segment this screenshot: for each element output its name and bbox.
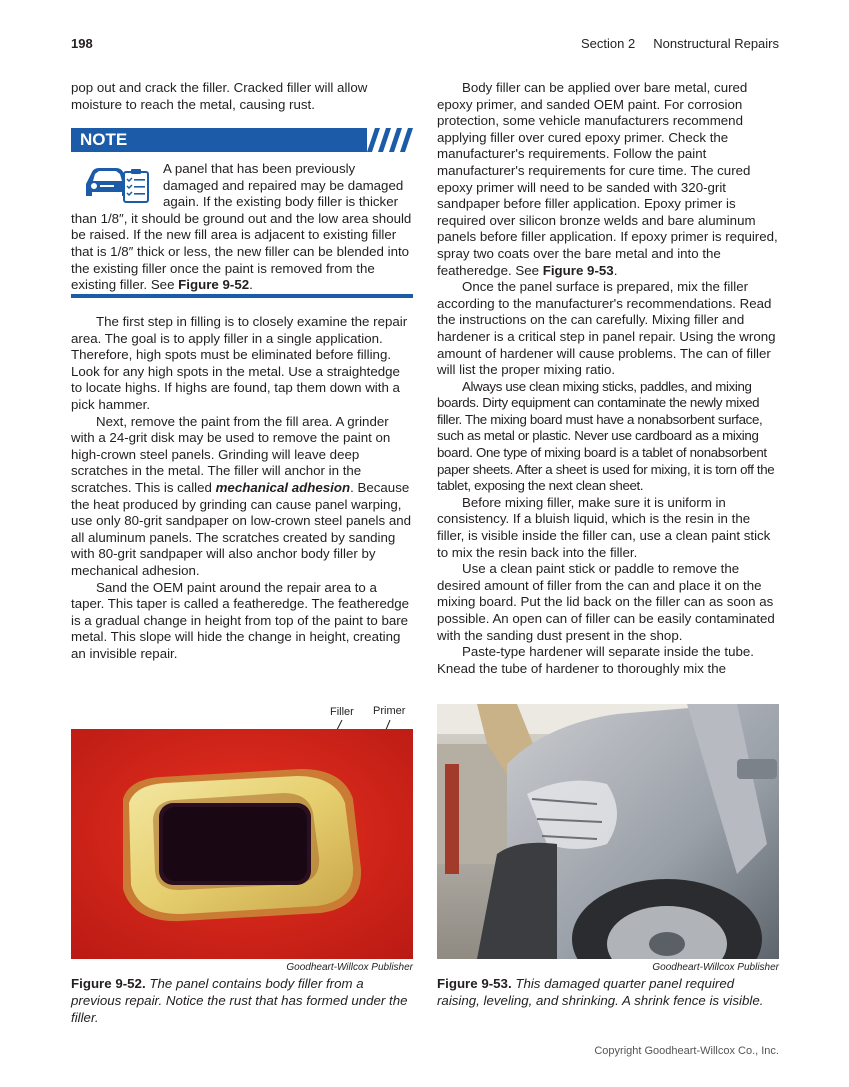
paragraph: Before mixing filler, make sure it is uniform in consistency. If a bluish liquid, which is the resin in the filler, is visible inside the filler can, use a clean paint stick to mix the resin back into the filler. — [437, 494, 771, 560]
note-body: A panel that has been previously damaged and repaired may be damaged again. If the existing body filler is thicker than 1/8″, it should be ground out and the low area should be raised. If the new fill area is adjacent to existing filler that is 1/8″ thick or less, the new filler can be blended into the existing filler once the paint is removed from the existing filler. See Figure 9-52. — [71, 161, 412, 293]
intro-paragraph: pop out and crack the filler. Cracked filler will allow moisture to reach the metal, causing rust. — [71, 80, 368, 112]
key-term: mechanical adhesion — [215, 479, 351, 495]
paragraph: Next, remove the paint from the fill area. A grinder with a 24-grit disk may be used to remove the paint on high-crown steel panels. Grinding will leave deep scratches in the metal. The filler will anchor in the scratches. This is called mechanical adhesion. Because the heat produced by grinding can cause panel warping, use only 80-grit sandpaper on low-crown steel panels and all aluminum panels. The scratches created by sanding with 80-grit sandpaper will also anchor body filler by mechanical adhesion. — [71, 413, 412, 578]
left-body — [71, 314, 413, 662]
figure-credit: Goodheart-Willcox Publisher — [286, 962, 413, 973]
figure-9-52-caption: Figure 9-52. The panel contains body filler from a previous repair. Notice the rust that has formed under the filler. — [71, 976, 408, 1025]
paragraph: The first step in filling is to closely examine the repair area. The goal is to apply filler in a single application. Therefore, high spots must be eliminated before filling. Look for any high spots in the metal. Use a straightedge to locate highs. If highs are found, tap them down with a pick hammer. — [71, 314, 408, 412]
copyright-footer: Copyright Goodheart-Willcox Co., Inc. — [594, 1045, 779, 1057]
note-figure-ref[interactable]: Figure 9-52 — [178, 277, 250, 293]
right-body — [437, 80, 779, 677]
page-number: 198 — [71, 36, 93, 51]
note-label: NOTE — [80, 130, 128, 149]
figure-label: Figure 9-53. — [437, 976, 512, 991]
section-header: Section 2 Nonstructural Repairs — [581, 36, 779, 51]
note-bottom-rule — [71, 294, 413, 298]
figure-9-53-photo — [437, 704, 779, 959]
figure-label: Figure 9-52. — [71, 976, 146, 991]
figure-ref[interactable]: Figure 9-53 — [542, 262, 614, 278]
note-header-bar — [71, 128, 413, 152]
note-text: A panel that has been previously damaged and repaired may be damaged again. If the existing body filler is thicker than 1/8″, it should be ground out and the low area should be raised. If the new fill area is adjacent to existing filler that is 1/8″ thick or less, the new filler can be blended into the existing filler once the paint is removed from the existing filler. See — [71, 161, 412, 293]
paragraph: Paste-type hardener will separate inside the tube. Knead the tube of hardener to thoroughly mix the — [437, 644, 754, 676]
left-intro — [71, 80, 413, 113]
callout-filler: Filler — [330, 706, 354, 718]
paragraph: Once the panel surface is prepared, mix the filler according to the manufacturer's recommendations. Read the instructions on the can carefully. Mixing filler and hardener is a critical step in panel repair. Using the wrong amount of hardener will cause problems. The can of filler will list the proper mixing ratio. — [437, 279, 776, 378]
figure-9-53-caption: Figure 9-53. This damaged quarter panel required raising, leveling, and shrinking. A shrink fence is visible. — [437, 976, 764, 1008]
note-stripes-icon — [367, 128, 413, 152]
figure-9-52-photo — [71, 729, 413, 959]
paragraph: Always use clean mixing sticks, paddles, and mixing boards. Dirty equipment can contaminate the newly mixed filler. The mixing board must have a nonabsorbent surface, such as metal or plastic. Never use cardboard as a mixing board. One type of mixing board is a tablet of nonabsorbent paper sheets. After a sheet is used for mixing, it is torn off the tablet, exposing the next clean sheet. — [437, 378, 775, 494]
callout-primer: Primer — [373, 705, 406, 717]
figure-credit: Goodheart-Willcox Publisher — [652, 962, 779, 973]
paragraph: Sand the OEM paint around the repair area to a taper. This taper is called a featheredge. The featheredge is a gradual change in height from top of the paint to bare metal. This slope will hide the change in height, creating an invisible repair. — [71, 579, 410, 661]
paragraph: Use a clean paint stick or paddle to remove the desired amount of filler from the can and place it on the mixing board. Put the lid back on the filler can as soon as possible. An open can of filler can be easily contaminated with the sanding dust present in the shop. — [437, 561, 775, 643]
paragraph: Body filler can be applied over bare metal, cured epoxy primer, and sanded OEM paint. For corrosion protection, some vehicle manufacturers recommend applying filler over cured epoxy primer. Check the manufacturer's requirements. Follow the paint manufacturer's requirements for cure time. The cured epoxy primer will need to be sanded with 320-grit sandpaper before filler application. Epoxy primer is required over silicon bronze welds and bare aluminum panels before filler application. If epoxy primer is required, spray two coats over the bare metal and into the featheredge. See Figure 9-53. — [437, 80, 778, 278]
